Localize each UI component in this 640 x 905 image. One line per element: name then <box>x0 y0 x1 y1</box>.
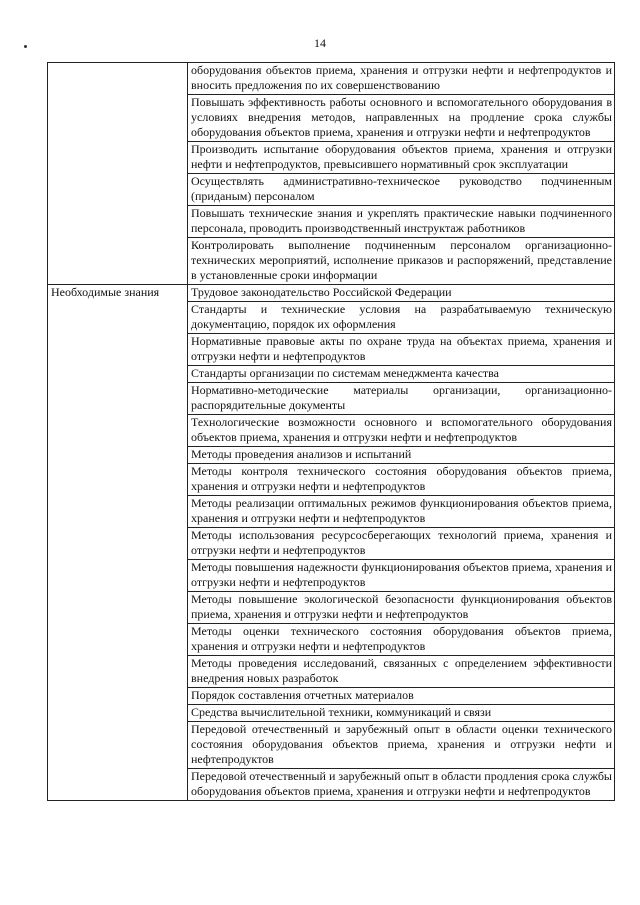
row-text: Методы использования ресурсосберегающих технологий приема, хранения и отгрузки нефти и нефтепродуктов <box>188 528 615 560</box>
row-text: Методы повышение экологической безопасности функционирования объектов приема, хранения и отгрузки нефти и нефтепродуктов <box>188 592 615 624</box>
row-text: Средства вычислительной техники, коммуникаций и связи <box>188 705 615 722</box>
row-label: Необходимые знания <box>48 285 188 801</box>
row-text: оборудования объектов приема, хранения и отгрузки нефти и нефтепродуктов и вносить предложения по их совершенствованию <box>188 63 615 95</box>
row-text: Стандарты и технические условия на разрабатываемую техническую документацию, порядок их оформления <box>188 302 615 334</box>
row-text: Повышать технические знания и укреплять практические навыки подчиненного персонала, проводить производственный инструктаж работников <box>188 206 615 238</box>
row-text: Передовой отечественный и зарубежный опыт в области оценки технического состояния оборудования объектов приема, хранения и отгрузки нефти и нефтепродуктов <box>188 722 615 769</box>
row-text: Методы повышения надежности функционирования объектов приема, хранения и отгрузки нефти и нефтепродуктов <box>188 560 615 592</box>
row-text: Стандарты организации по системам менеджмента качества <box>188 366 615 383</box>
row-text: Методы контроля технического состояния оборудования объектов приема, хранения и отгрузки нефти и нефтепродуктов <box>188 464 615 496</box>
row-text: Осуществлять административно-техническое руководство подчиненным (приданым) персоналом <box>188 174 615 206</box>
row-text: Передовой отечественный и зарубежный опыт в области продления срока службы оборудования объектов приема, хранения и отгрузки нефти и нефтепродуктов <box>188 769 615 801</box>
row-text: Методы оценки технического состояния оборудования объектов приема, хранения и отгрузки нефти и нефтепродуктов <box>188 624 615 656</box>
row-text: Трудовое законодательство Российской Федерации <box>188 285 615 302</box>
table-row <box>48 285 615 302</box>
table-row <box>48 63 615 95</box>
row-text: Повышать эффективность работы основного и вспомогательного оборудования в условиях внедрения методов, направленных на продление срока службы оборудования объектов приема, хранения и отгрузки нефти и нефтепродуктов <box>188 95 615 142</box>
competency-table <box>47 62 615 801</box>
row-label <box>48 63 188 285</box>
row-text: Контролировать выполнение подчиненным персоналом организационно-технических мероприятий, исполнение приказов и распоряжений, представление в установленные сроки информации <box>188 238 615 285</box>
row-text: Производить испытание оборудования объектов приема, хранения и отгрузки нефти и нефтепродуктов, превысившего нормативный срок эксплуатации <box>188 142 615 174</box>
row-text: Методы проведения анализов и испытаний <box>188 447 615 464</box>
row-text: Нормативно-методические материалы организации, организационно-распорядительные документы <box>188 383 615 415</box>
page-number: 14 <box>314 36 326 50</box>
row-text: Методы реализации оптимальных режимов функционирования объектов приема, хранения и отгрузки нефти и нефтепродуктов <box>188 496 615 528</box>
row-text: Нормативные правовые акты по охране труда на объектах приема, хранения и отгрузки нефти и нефтепродуктов <box>188 334 615 366</box>
row-text: Методы проведения исследований, связанных с определением эффективности внедрения новых разработок <box>188 656 615 688</box>
row-text: Порядок составления отчетных материалов <box>188 688 615 705</box>
row-text: Технологические возможности основного и вспомогательного оборудования объектов приема, хранения и отгрузки нефти и нефтепродуктов <box>188 415 615 447</box>
competency-table-body <box>48 63 615 801</box>
